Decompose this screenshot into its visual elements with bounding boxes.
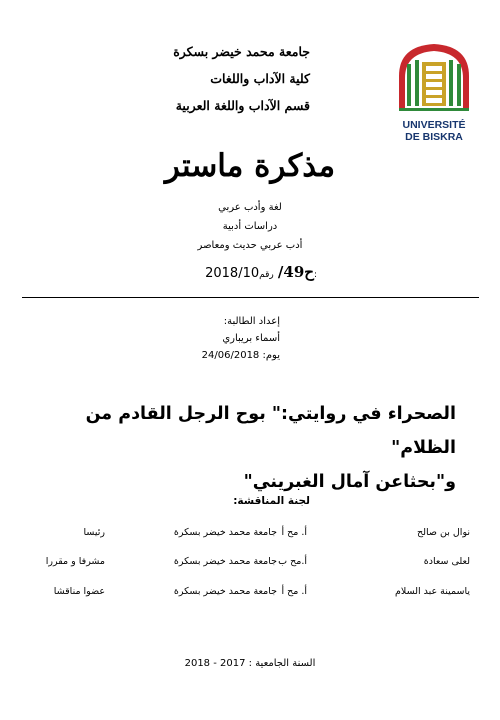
department-name: قسم الآداب واللغة العربية <box>175 98 310 113</box>
academic-year: السنة الجامعية : 2017 - 2018 <box>184 658 316 669</box>
logo-text-line1: UNIVERSITÉ <box>402 119 466 131</box>
reference-label: رقم: <box>259 270 317 280</box>
jury-member-degree: أ. مح أ <box>281 527 307 538</box>
specialty: أدب عربي حديث ومعاصر <box>197 240 303 251</box>
thesis-title <box>26 397 456 499</box>
jury-row <box>30 586 470 606</box>
university-name: جامعة محمد خيضر بسكرة <box>173 44 310 59</box>
student-name: أسماء بريباري <box>222 333 280 344</box>
reference-code: ح49/ <box>277 263 314 281</box>
university-logo <box>393 40 475 148</box>
preparation-block <box>202 313 280 364</box>
specialization <box>0 198 500 255</box>
jury-member-role: مشرفا و مقررا <box>45 556 105 567</box>
university-logo-emblem <box>393 40 475 148</box>
jury-row <box>30 556 470 576</box>
jury-member-university: جامعة محمد خيضر بسكرة <box>173 527 277 538</box>
faculty-name: كلية الآداب واللغات <box>210 71 310 86</box>
jury-member-name: لعلى سعادة <box>423 556 470 567</box>
reference-line <box>205 263 317 281</box>
field: لغة وأدب عربي <box>218 202 282 213</box>
jury-member-university: جامعة محمد خيضر بسكرة <box>173 556 277 567</box>
thesis-title-line1: الصحراء في روايتي:" بوح الرجل القادم من الظلام" <box>85 404 456 458</box>
jury-member-university: جامعة محمد خيضر بسكرة <box>173 586 277 597</box>
jury-member-name: نوال بن صالح <box>417 527 470 538</box>
defense-date: يوم: 24/06/2018 <box>201 350 280 361</box>
reference-date: 2018/10 <box>205 266 260 281</box>
jury-row <box>30 527 470 547</box>
logo-text-line2: DE BISKRA <box>405 131 463 143</box>
prepared-by-label: إعداد الطالبة: <box>223 316 280 327</box>
jury-member-role: عضوا مناقشا <box>53 586 105 597</box>
jury-member-role: رئيسا <box>83 527 105 538</box>
branch: دراسات أدبية <box>222 221 278 232</box>
university-header <box>173 38 310 119</box>
jury-heading: لجنة المناقشة: <box>233 495 310 507</box>
divider <box>22 297 479 298</box>
jury-member-degree: أ.مح ب <box>278 556 307 567</box>
thesis-title-line2: و"بحثاعن آمال الغبريني" <box>243 472 456 492</box>
jury-member-degree: أ. مح أ <box>281 586 307 597</box>
document-title: مذكرة ماستر <box>164 148 336 184</box>
jury-member-name: ياسمينة عبد السلام <box>395 586 470 597</box>
